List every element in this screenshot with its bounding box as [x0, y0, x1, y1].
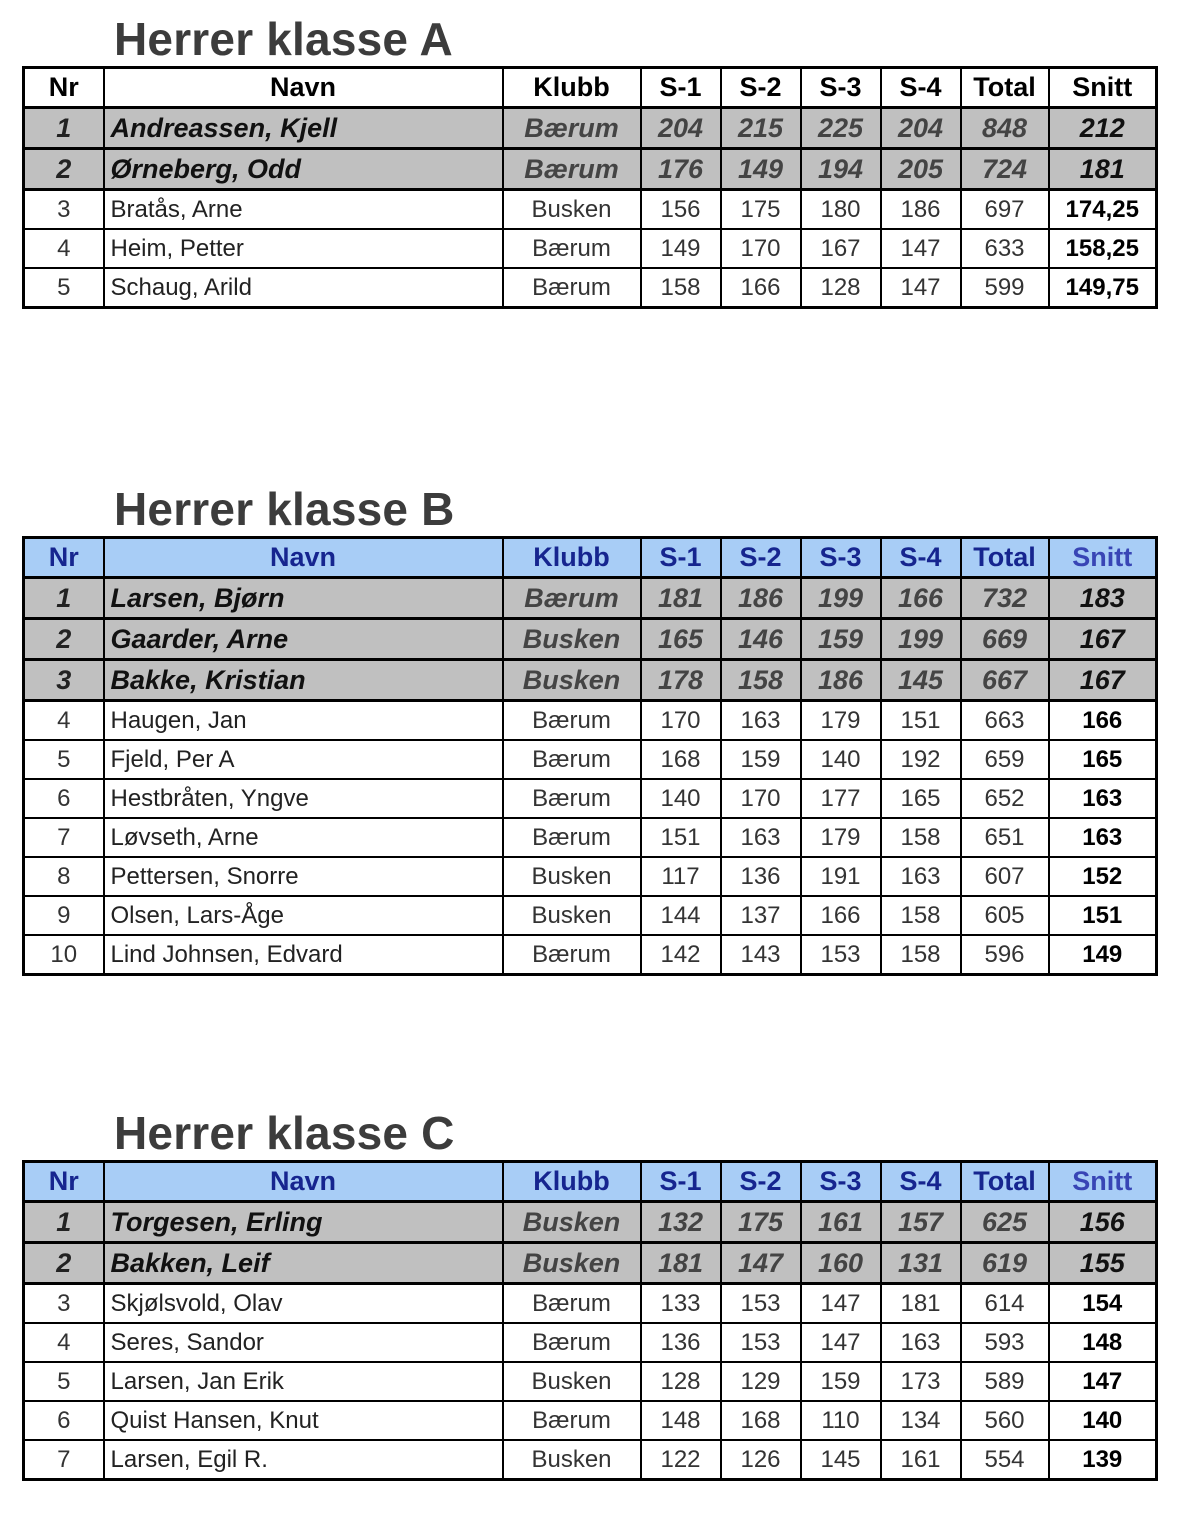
row-s4: 158: [881, 935, 961, 975]
row-s4: 199: [881, 619, 961, 660]
col-total-header: Total: [961, 538, 1049, 578]
row-s4: 186: [881, 190, 961, 230]
row-name: Bratås, Arne: [104, 190, 503, 230]
row-s1: 140: [641, 779, 721, 818]
row-club: Bærum: [503, 229, 641, 268]
row-s1: 144: [641, 896, 721, 935]
row-avg: 163: [1049, 779, 1157, 818]
results-table: [22, 536, 1158, 976]
col-s4-header: S-4: [881, 68, 961, 108]
results-table: [22, 1160, 1158, 1481]
row-s3: 147: [801, 1284, 881, 1324]
section-klasse-a: [22, 8, 1158, 309]
col-s4-header: S-4: [881, 1162, 961, 1202]
row-avg: 154: [1049, 1284, 1157, 1324]
header-row: [24, 1162, 1157, 1202]
row-club: Bærum: [503, 268, 641, 308]
col-nr-header: Nr: [24, 1162, 104, 1202]
row-s2: 175: [721, 1202, 801, 1243]
row-s2: 143: [721, 935, 801, 975]
row-avg: 183: [1049, 578, 1157, 619]
row-name: Hestbråten, Yngve: [104, 779, 503, 818]
row-s2: 158: [721, 660, 801, 701]
row-avg: 152: [1049, 857, 1157, 896]
row-nr: 3: [24, 660, 104, 701]
row-avg: 167: [1049, 660, 1157, 701]
table-row: [24, 1362, 1157, 1401]
row-s1: 168: [641, 740, 721, 779]
row-total: 599: [961, 268, 1049, 308]
col-s3-header: S-3: [801, 538, 881, 578]
row-club: Bærum: [503, 701, 641, 741]
col-s2-header: S-2: [721, 538, 801, 578]
row-s1: 156: [641, 190, 721, 230]
row-name: Torgesen, Erling: [104, 1202, 503, 1243]
table-row: [24, 1243, 1157, 1284]
row-s3: 177: [801, 779, 881, 818]
row-avg: 181: [1049, 149, 1157, 190]
row-s2: 159: [721, 740, 801, 779]
row-s4: 192: [881, 740, 961, 779]
col-avg-header: Snitt: [1049, 1162, 1157, 1202]
row-name: Gaarder, Arne: [104, 619, 503, 660]
row-s2: 175: [721, 190, 801, 230]
row-total: 593: [961, 1323, 1049, 1362]
section-klasse-b: [22, 478, 1158, 976]
row-avg: 151: [1049, 896, 1157, 935]
row-total: 724: [961, 149, 1049, 190]
row-s1: 136: [641, 1323, 721, 1362]
row-s1: 142: [641, 935, 721, 975]
row-s2: 163: [721, 701, 801, 741]
row-avg: 140: [1049, 1401, 1157, 1440]
table-row: [24, 857, 1157, 896]
row-total: 625: [961, 1202, 1049, 1243]
row-s4: 158: [881, 896, 961, 935]
row-s1: 165: [641, 619, 721, 660]
col-name-header: Navn: [104, 68, 503, 108]
col-club-header: Klubb: [503, 68, 641, 108]
row-avg: 158,25: [1049, 229, 1157, 268]
row-s1: 204: [641, 108, 721, 149]
table-row: [24, 108, 1157, 149]
row-s2: 137: [721, 896, 801, 935]
row-avg: 156: [1049, 1202, 1157, 1243]
table-row: [24, 578, 1157, 619]
row-nr: 9: [24, 896, 104, 935]
row-club: Busken: [503, 857, 641, 896]
row-s2: 186: [721, 578, 801, 619]
table-row: [24, 935, 1157, 975]
row-club: Bærum: [503, 935, 641, 975]
row-s1: 122: [641, 1440, 721, 1480]
row-avg: 167: [1049, 619, 1157, 660]
table-row: [24, 190, 1157, 230]
section-title: Herrer klasse A: [114, 13, 453, 65]
row-avg: 148: [1049, 1323, 1157, 1362]
row-total: 663: [961, 701, 1049, 741]
results-body: [24, 1202, 1157, 1480]
row-s3: 225: [801, 108, 881, 149]
row-name: Skjølsvold, Olav: [104, 1284, 503, 1324]
row-club: Busken: [503, 1202, 641, 1243]
results-body: [24, 108, 1157, 308]
row-s3: 147: [801, 1323, 881, 1362]
row-avg: 155: [1049, 1243, 1157, 1284]
table-row: [24, 229, 1157, 268]
row-s4: 205: [881, 149, 961, 190]
row-s3: 167: [801, 229, 881, 268]
row-nr: 4: [24, 701, 104, 741]
row-club: Busken: [503, 190, 641, 230]
row-nr: 4: [24, 1323, 104, 1362]
table-row: [24, 149, 1157, 190]
row-total: 669: [961, 619, 1049, 660]
table-row: [24, 1202, 1157, 1243]
row-name: Larsen, Egil R.: [104, 1440, 503, 1480]
row-club: Busken: [503, 660, 641, 701]
row-s3: 159: [801, 619, 881, 660]
row-s3: 159: [801, 1362, 881, 1401]
row-club: Bærum: [503, 1284, 641, 1324]
row-name: Larsen, Bjørn: [104, 578, 503, 619]
row-club: Bærum: [503, 149, 641, 190]
row-nr: 2: [24, 619, 104, 660]
row-s3: 199: [801, 578, 881, 619]
row-club: Busken: [503, 896, 641, 935]
row-s4: 163: [881, 857, 961, 896]
col-avg-header: Snitt: [1049, 68, 1157, 108]
col-s2-header: S-2: [721, 1162, 801, 1202]
row-s3: 110: [801, 1401, 881, 1440]
table-row: [24, 740, 1157, 779]
row-s3: 194: [801, 149, 881, 190]
row-s2: 153: [721, 1284, 801, 1324]
row-s4: 157: [881, 1202, 961, 1243]
row-s4: 158: [881, 818, 961, 857]
row-s4: 147: [881, 268, 961, 308]
col-s1-header: S-1: [641, 68, 721, 108]
row-name: Lind Johnsen, Edvard: [104, 935, 503, 975]
row-name: Haugen, Jan: [104, 701, 503, 741]
row-nr: 1: [24, 108, 104, 149]
col-s1-header: S-1: [641, 1162, 721, 1202]
row-club: Bærum: [503, 818, 641, 857]
section-title: Herrer klasse B: [114, 483, 455, 535]
row-name: Quist Hansen, Knut: [104, 1401, 503, 1440]
row-avg: 149: [1049, 935, 1157, 975]
row-s1: 128: [641, 1362, 721, 1401]
row-s3: 166: [801, 896, 881, 935]
row-s4: 181: [881, 1284, 961, 1324]
row-s4: 134: [881, 1401, 961, 1440]
row-s4: 147: [881, 229, 961, 268]
row-nr: 7: [24, 1440, 104, 1480]
table-row: [24, 660, 1157, 701]
row-total: 848: [961, 108, 1049, 149]
table-row: [24, 1323, 1157, 1362]
row-name: Larsen, Jan Erik: [104, 1362, 503, 1401]
row-nr: 2: [24, 1243, 104, 1284]
table-row: [24, 619, 1157, 660]
row-avg: 166: [1049, 701, 1157, 741]
row-name: Andreassen, Kjell: [104, 108, 503, 149]
row-avg: 212: [1049, 108, 1157, 149]
row-total: 633: [961, 229, 1049, 268]
col-name-header: Navn: [104, 538, 503, 578]
section-klasse-c: [22, 1102, 1158, 1481]
row-club: Busken: [503, 619, 641, 660]
row-s1: 181: [641, 578, 721, 619]
row-s3: 179: [801, 818, 881, 857]
row-s2: 149: [721, 149, 801, 190]
row-total: 607: [961, 857, 1049, 896]
row-s3: 128: [801, 268, 881, 308]
row-name: Pettersen, Snorre: [104, 857, 503, 896]
row-s2: 136: [721, 857, 801, 896]
table-row: [24, 818, 1157, 857]
row-s4: 161: [881, 1440, 961, 1480]
row-s2: 126: [721, 1440, 801, 1480]
row-nr: 5: [24, 740, 104, 779]
row-s4: 166: [881, 578, 961, 619]
row-s3: 145: [801, 1440, 881, 1480]
row-nr: 8: [24, 857, 104, 896]
table-row: [24, 1284, 1157, 1324]
col-nr-header: Nr: [24, 538, 104, 578]
row-s3: 180: [801, 190, 881, 230]
row-name: Heim, Petter: [104, 229, 503, 268]
row-s2: 146: [721, 619, 801, 660]
row-s1: 176: [641, 149, 721, 190]
row-nr: 6: [24, 779, 104, 818]
row-s1: 149: [641, 229, 721, 268]
row-name: Fjeld, Per A: [104, 740, 503, 779]
row-club: Bærum: [503, 779, 641, 818]
table-row: [24, 779, 1157, 818]
row-name: Bakken, Leif: [104, 1243, 503, 1284]
row-s1: 158: [641, 268, 721, 308]
row-club: Busken: [503, 1362, 641, 1401]
results-body: [24, 578, 1157, 975]
row-nr: 3: [24, 190, 104, 230]
table-row: [24, 1401, 1157, 1440]
row-s3: 153: [801, 935, 881, 975]
col-club-header: Klubb: [503, 1162, 641, 1202]
row-s1: 178: [641, 660, 721, 701]
table-row: [24, 268, 1157, 308]
row-nr: 5: [24, 268, 104, 308]
col-s1-header: S-1: [641, 538, 721, 578]
col-s4-header: S-4: [881, 538, 961, 578]
row-total: 651: [961, 818, 1049, 857]
row-s3: 191: [801, 857, 881, 896]
header-row: [24, 68, 1157, 108]
row-total: 614: [961, 1284, 1049, 1324]
row-s2: 153: [721, 1323, 801, 1362]
row-s2: 166: [721, 268, 801, 308]
results-table: [22, 66, 1158, 309]
row-total: 697: [961, 190, 1049, 230]
col-total-header: Total: [961, 1162, 1049, 1202]
row-s3: 160: [801, 1243, 881, 1284]
row-nr: 3: [24, 1284, 104, 1324]
row-s2: 170: [721, 229, 801, 268]
col-nr-header: Nr: [24, 68, 104, 108]
row-s4: 131: [881, 1243, 961, 1284]
row-s1: 170: [641, 701, 721, 741]
row-club: Bærum: [503, 108, 641, 149]
row-s1: 148: [641, 1401, 721, 1440]
col-s3-header: S-3: [801, 1162, 881, 1202]
row-s2: 215: [721, 108, 801, 149]
row-s1: 117: [641, 857, 721, 896]
col-name-header: Navn: [104, 1162, 503, 1202]
row-club: Bærum: [503, 1401, 641, 1440]
row-total: 667: [961, 660, 1049, 701]
row-name: Bakke, Kristian: [104, 660, 503, 701]
row-avg: 149,75: [1049, 268, 1157, 308]
col-avg-header: Snitt: [1049, 538, 1157, 578]
row-name: Olsen, Lars-Åge: [104, 896, 503, 935]
row-club: Bærum: [503, 1323, 641, 1362]
row-club: Bærum: [503, 578, 641, 619]
row-total: 589: [961, 1362, 1049, 1401]
row-nr: 10: [24, 935, 104, 975]
row-nr: 4: [24, 229, 104, 268]
row-s2: 170: [721, 779, 801, 818]
table-row: [24, 701, 1157, 741]
table-row: [24, 896, 1157, 935]
row-s1: 132: [641, 1202, 721, 1243]
row-s3: 179: [801, 701, 881, 741]
row-total: 652: [961, 779, 1049, 818]
row-nr: 5: [24, 1362, 104, 1401]
row-s2: 129: [721, 1362, 801, 1401]
row-s4: 145: [881, 660, 961, 701]
row-club: Busken: [503, 1243, 641, 1284]
row-total: 596: [961, 935, 1049, 975]
header-row: [24, 538, 1157, 578]
row-s1: 181: [641, 1243, 721, 1284]
row-avg: 163: [1049, 818, 1157, 857]
row-s4: 151: [881, 701, 961, 741]
row-s4: 163: [881, 1323, 961, 1362]
row-club: Busken: [503, 1440, 641, 1480]
col-total-header: Total: [961, 68, 1049, 108]
row-name: Schaug, Arild: [104, 268, 503, 308]
col-s2-header: S-2: [721, 68, 801, 108]
section-title: Herrer klasse C: [114, 1107, 455, 1159]
row-total: 605: [961, 896, 1049, 935]
row-avg: 165: [1049, 740, 1157, 779]
row-total: 560: [961, 1401, 1049, 1440]
row-s2: 168: [721, 1401, 801, 1440]
row-s4: 173: [881, 1362, 961, 1401]
row-total: 619: [961, 1243, 1049, 1284]
row-nr: 6: [24, 1401, 104, 1440]
table-row: [24, 1440, 1157, 1480]
row-name: Seres, Sandor: [104, 1323, 503, 1362]
row-nr: 1: [24, 1202, 104, 1243]
row-total: 659: [961, 740, 1049, 779]
row-avg: 139: [1049, 1440, 1157, 1480]
row-s4: 204: [881, 108, 961, 149]
row-s1: 133: [641, 1284, 721, 1324]
row-avg: 174,25: [1049, 190, 1157, 230]
row-name: Ørneberg, Odd: [104, 149, 503, 190]
col-s3-header: S-3: [801, 68, 881, 108]
row-s4: 165: [881, 779, 961, 818]
row-s3: 140: [801, 740, 881, 779]
row-total: 732: [961, 578, 1049, 619]
row-s3: 161: [801, 1202, 881, 1243]
row-s3: 186: [801, 660, 881, 701]
row-club: Bærum: [503, 740, 641, 779]
row-total: 554: [961, 1440, 1049, 1480]
row-s1: 151: [641, 818, 721, 857]
row-nr: 1: [24, 578, 104, 619]
col-club-header: Klubb: [503, 538, 641, 578]
row-nr: 7: [24, 818, 104, 857]
row-s2: 147: [721, 1243, 801, 1284]
row-name: Løvseth, Arne: [104, 818, 503, 857]
row-avg: 147: [1049, 1362, 1157, 1401]
row-nr: 2: [24, 149, 104, 190]
row-s2: 163: [721, 818, 801, 857]
